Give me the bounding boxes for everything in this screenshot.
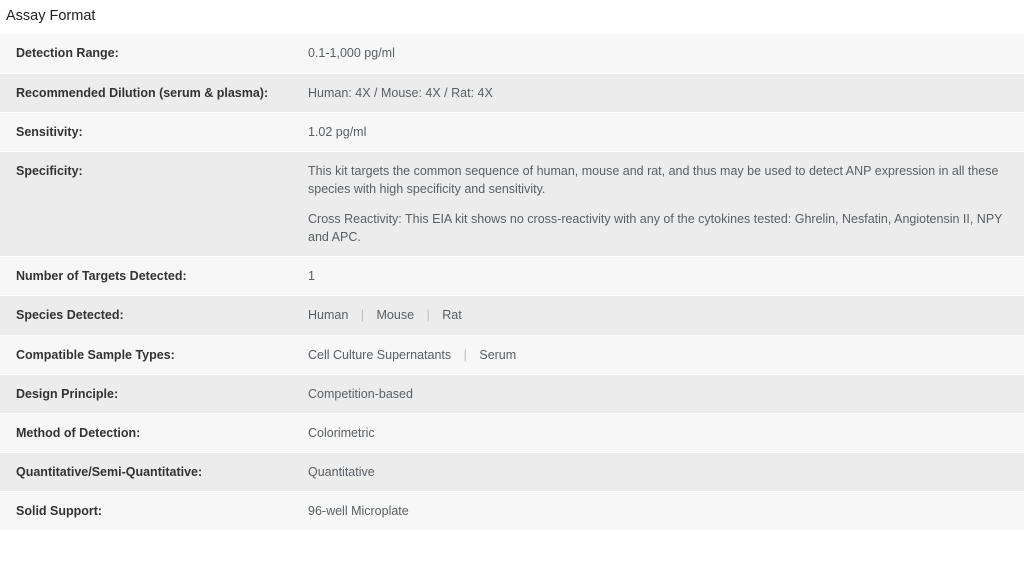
- row-value: [292, 452, 1024, 491]
- chip-separator-icon: |: [426, 308, 430, 323]
- row-value: [292, 374, 1024, 413]
- row-value: [292, 413, 1024, 452]
- row-value: [292, 112, 1024, 151]
- row-label: Method of Detection:: [0, 413, 292, 452]
- page-title: Assay Format: [6, 8, 96, 24]
- assay-format-table: [0, 33, 1024, 530]
- row-value: [292, 34, 1024, 73]
- chip-separator-icon: |: [463, 347, 467, 362]
- species-chip[interactable]: Mouse: [376, 308, 415, 323]
- row-label: Solid Support:: [0, 492, 292, 531]
- species-chip[interactable]: Human: [308, 308, 349, 323]
- species-list: [308, 306, 1016, 324]
- row-value-text: 96-well Microplate: [308, 504, 409, 519]
- row-value: [292, 296, 1024, 335]
- row-value-text: 1.02 pg/ml: [308, 124, 367, 139]
- table-row: [0, 452, 1024, 491]
- table-row: [0, 492, 1024, 531]
- row-label: Compatible Sample Types:: [0, 335, 292, 374]
- row-label: Specificity:: [0, 151, 292, 257]
- sample-type-chip[interactable]: Serum: [479, 347, 517, 362]
- table-row: [0, 257, 1024, 296]
- row-value-text: Quantitative: [308, 464, 375, 479]
- row-value-text: 0.1-1,000 pg/ml: [308, 46, 395, 61]
- row-value: [292, 257, 1024, 296]
- row-value-text: Human: 4X / Mouse: 4X / Rat: 4X: [308, 85, 493, 100]
- table-row: [0, 413, 1024, 452]
- row-label: Recommended Dilution (serum & plasma):: [0, 73, 292, 112]
- row-label: Number of Targets Detected:: [0, 257, 292, 296]
- table-row: [0, 73, 1024, 112]
- table-row: [0, 112, 1024, 151]
- row-value-text: Competition-based: [308, 386, 413, 401]
- chip-separator-icon: |: [360, 308, 365, 323]
- table-row: [0, 335, 1024, 374]
- row-value: [292, 335, 1024, 374]
- sample-type-list: [308, 346, 1016, 364]
- row-value: [292, 151, 1024, 257]
- row-label: Species Detected:: [0, 296, 292, 335]
- row-label: Detection Range:: [0, 34, 292, 73]
- row-value: [292, 492, 1024, 531]
- species-chip[interactable]: Rat: [442, 308, 462, 323]
- row-value-text: Colorimetric: [308, 425, 375, 440]
- table-row: [0, 374, 1024, 413]
- table-row: [0, 151, 1024, 257]
- row-label: Design Principle:: [0, 374, 292, 413]
- table-row: [0, 296, 1024, 335]
- row-label: Sensitivity:: [0, 112, 292, 151]
- row-value: [292, 73, 1024, 112]
- row-value-paragraph: This kit targets the common sequence of human, mouse and rat, and thus may be used to detect ANP expression in all these species with high specificity and sensitivity.: [308, 163, 999, 196]
- row-value-text: 1: [308, 269, 315, 284]
- sample-type-chip[interactable]: Cell Culture Supernatants: [308, 347, 452, 362]
- table-row: [0, 34, 1024, 73]
- row-label: Quantitative/Semi-Quantitative:: [0, 452, 292, 491]
- table-body: [0, 34, 1024, 530]
- row-value-paragraph: Cross Reactivity: This EIA kit shows no cross-reactivity with any of the cytokines tested: Ghrelin, Nesfatin, Angiotensin II, NPY and APC.: [308, 212, 1003, 245]
